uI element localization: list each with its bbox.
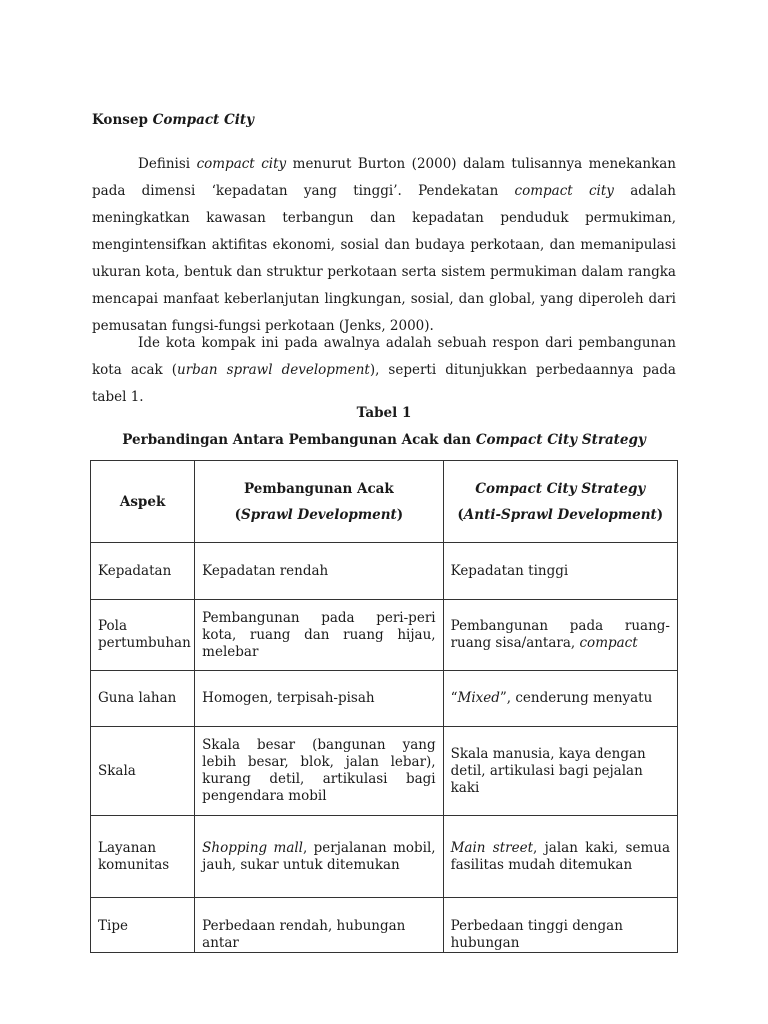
cell-compact: Skala manusia, kaya dengan detil, artikulasi bagi pejalan kaki	[443, 727, 677, 816]
cell-aspek: Guna lahan	[91, 671, 195, 727]
caption-title-emphasis: Compact City Strategy	[475, 432, 646, 448]
cell-aspek: Layanan komunitas	[91, 816, 195, 898]
table-row	[91, 600, 678, 671]
heading-prefix: Konsep	[92, 112, 153, 128]
cell-compact	[443, 816, 677, 898]
table-caption-title	[92, 432, 676, 448]
caption-title-text: Perbandingan Antara Pembangunan Acak dan	[122, 432, 476, 448]
paragraph1-italic-2: compact city	[514, 183, 614, 199]
section-heading	[92, 112, 254, 128]
paragraph2-italic-1: urban sprawl development	[177, 362, 370, 378]
table-header-row	[91, 461, 678, 543]
cell-compact	[443, 600, 677, 671]
cell-aspek: Pola pertumbuhan	[91, 600, 195, 671]
cell-acak: Homogen, terpisah-pisah	[195, 671, 443, 727]
cell-aspek: Tipe	[91, 898, 195, 953]
header-col3-paren-open: (	[457, 506, 464, 523]
cell-compact-emphasis: Main street	[450, 839, 533, 856]
header-col2-subtitle	[202, 502, 435, 528]
cell-compact-text: ”, cenderung menyatu	[499, 690, 653, 706]
header-compact-city	[443, 461, 677, 543]
table-row	[91, 543, 678, 600]
paragraph-idea	[92, 330, 676, 411]
table-row	[91, 816, 678, 898]
header-pembangunan-acak	[195, 461, 443, 543]
header-aspek: Aspek	[91, 461, 195, 543]
cell-compact-emphasis: compact	[579, 635, 638, 651]
cell-acak: Perbedaan rendah, hubungan antar	[195, 898, 443, 953]
heading-emphasis: Compact City	[152, 112, 254, 128]
cell-acak-text: , perjalanan mobil, jauh, sukar untuk ditemukan	[202, 839, 436, 873]
cell-compact-quote-open: “	[450, 690, 458, 706]
cell-compact	[443, 671, 677, 727]
header-col2-paren-open: (	[234, 506, 242, 523]
cell-compact: Kepadatan tinggi	[443, 543, 677, 600]
paragraph1-text-1: Definisi	[138, 156, 197, 172]
cell-acak	[195, 816, 443, 898]
table-row	[91, 727, 678, 816]
header-col2-emphasis: Sprawl Development	[241, 506, 397, 523]
cell-compact-text: , jalan kaki, semua fasilitas mudah ditemukan	[450, 839, 670, 873]
header-col3-subtitle	[451, 502, 670, 528]
header-col2-paren-close: )	[396, 506, 404, 523]
paragraph1-italic-1: compact city	[196, 156, 287, 172]
cell-compact: Perbedaan tinggi dengan hubungan	[443, 898, 677, 953]
header-col3-paren-close: )	[656, 506, 664, 523]
table-row	[91, 898, 678, 953]
header-col3-emphasis: Anti-Sprawl Development	[463, 506, 657, 523]
header-col3-title: Compact City Strategy	[475, 480, 646, 497]
table-caption-number: Tabel 1	[356, 405, 412, 421]
paragraph-definition	[92, 151, 676, 340]
cell-aspek: Skala	[91, 727, 195, 816]
cell-aspek: Kepadatan	[91, 543, 195, 600]
cell-compact-text: Pembangunan pada ruang-ruang sisa/antara,	[450, 618, 670, 651]
table-row	[91, 671, 678, 727]
paragraph1-text-3: adalah meningkatkan kawasan terbangun dan kepadatan penduduk permukiman, mengintensifkan aktifitas ekonomi, sosial dan budaya perkotaan, dan memanipulasi ukuran kota, bentuk dan struktur perkotaan serta sistem permukiman dalam rangka mencapai manfaat keberlanjutan lingkungan, sosial, dan global, yang diperoleh dari pemusatan fungsi-fungsi perkotaan (Jenks, 2000).	[92, 183, 676, 334]
cell-acak-emphasis: Shopping mall	[202, 839, 303, 856]
paragraph2-text-2: ), seperti ditunjukkan perbedaannya pada tabel 1.	[92, 362, 676, 405]
cell-acak: Kepadatan rendah	[195, 543, 443, 600]
paragraph2-text-1: Ide kota kompak ini pada awalnya adalah sebuah respon dari pembangunan kota acak (	[92, 335, 676, 378]
header-col2-title: Pembangunan Acak	[243, 480, 394, 497]
comparison-table	[90, 460, 678, 953]
cell-compact-emphasis: Mixed	[457, 690, 500, 706]
cell-acak: Skala besar (bangunan yang lebih besar, blok, jalan lebar), kurang detil, artikulasi bagi pengendara mobil	[195, 727, 443, 816]
paragraph1-text-2: menurut Burton (2000) dalam tulisannya menekankan pada dimensi ‘kepadatan yang tinggi’. Pendekatan	[92, 156, 676, 199]
cell-acak: Pembangunan pada peri-peri kota, ruang dan ruang hijau, melebar	[195, 600, 443, 671]
